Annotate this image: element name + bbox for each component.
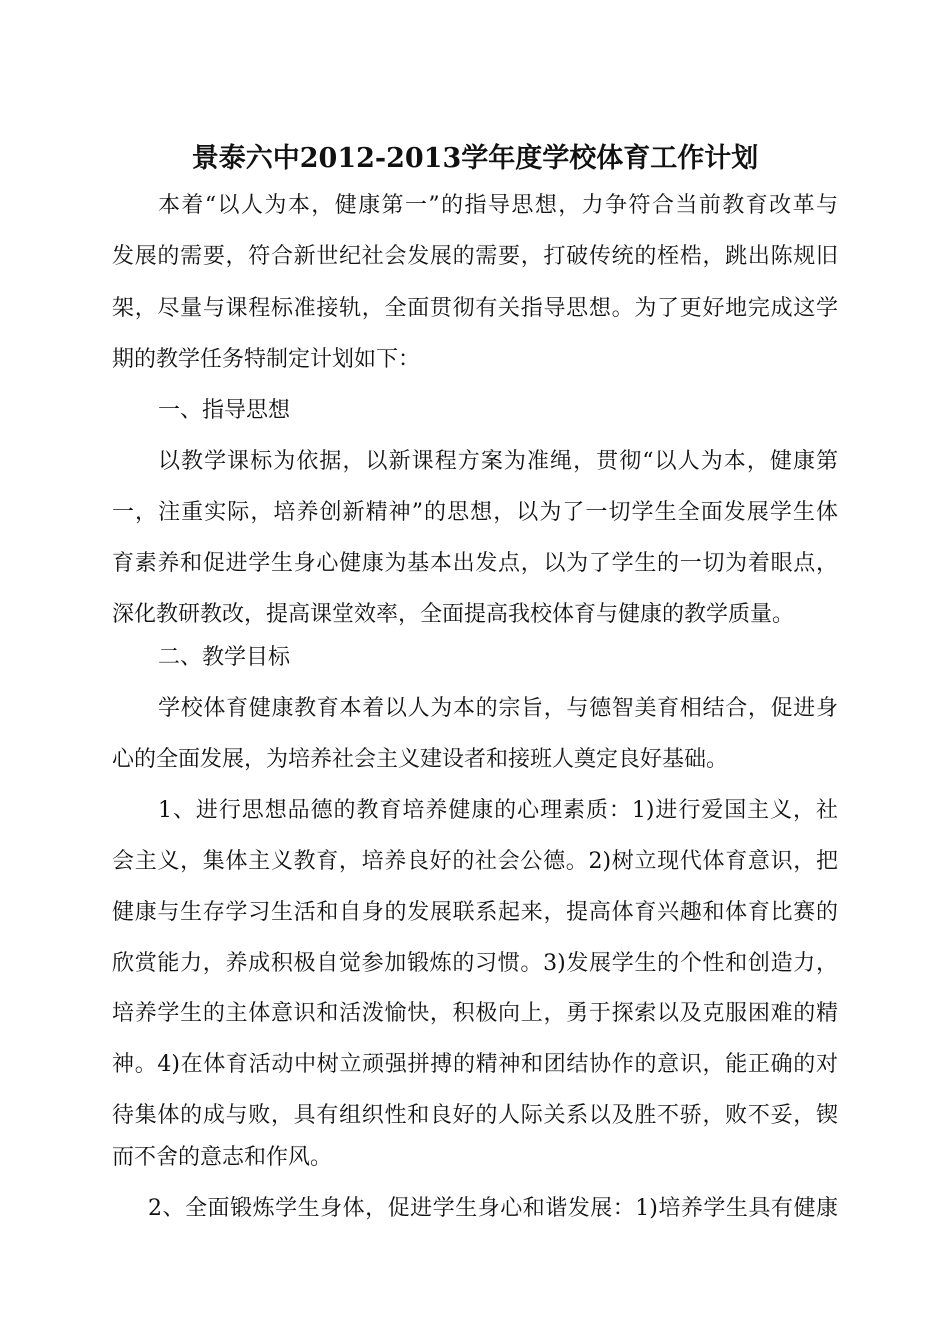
paragraph-line: 会主义，集体主义教育，培养良好的社会公德。2)树立现代体育意识，把 (112, 849, 838, 874)
paragraph-line: 育素养和促进学生身心健康为基本出发点，以为了学生的一切为着眼点， (112, 551, 838, 576)
paragraph-line: 欣赏能力，养成积极自觉参加锻炼的习惯。3)发展学生的个性和创造力， (112, 951, 838, 976)
paragraph-line: 健康与生存学习生活和自身的发展联系起来，提高体育兴趣和体育比赛的 (112, 900, 838, 925)
paragraph-line: 待集体的成与败，具有组织性和良好的人际关系以及胜不骄，败不妥，锲 (112, 1103, 838, 1128)
paragraph-line: 神。4)在体育活动中树立顽强拼搏的精神和团结协作的意识，能正确的对 (112, 1052, 838, 1077)
section-heading: 一、指导思想 (158, 398, 291, 423)
paragraph-line: 一，注重实际，培养创新精神”的思想，以为了一切学生全面发展学生体 (112, 500, 838, 525)
paragraph-line: 学校体育健康教育本着以人为本的宗旨，与德智美育相结合，促进身 (158, 696, 838, 721)
paragraph-line: 以教学课标为依据，以新课程方案为准绳，贯彻“以人为本，健康第 (158, 449, 838, 474)
paragraph-line: 本着“以人为本，健康第一”的指导思想，力争符合当前教育改革与 (158, 193, 838, 218)
document-title: 景泰六中2012-2013学年度学校体育工作计划 (191, 143, 759, 174)
paragraph-line: 1、进行思想品德的教育培养健康的心理素质：1)进行爱国主义，社 (158, 798, 838, 823)
paragraph-line: 发展的需要，符合新世纪社会发展的需要，打破传统的桎梏，跳出陈规旧 (112, 244, 838, 269)
paragraph-line: 架，尽量与课程标准接轨，全面贯彻有关指导思想。为了更好地完成这学 (112, 296, 838, 321)
paragraph-line: 培养学生的主体意识和活泼愉快，积极向上，勇于探索以及克服困难的精 (112, 1001, 838, 1026)
paragraph-line: 心的全面发展，为培养社会主义建设者和接班人奠定良好基础。 (112, 747, 729, 772)
section-heading: 二、教学目标 (158, 645, 291, 670)
paragraph-line: 而不舍的意志和作风。 (112, 1145, 333, 1170)
paragraph-line: 深化教研教改，提高课堂效率，全面提高我校体育与健康的教学质量。 (112, 602, 795, 627)
paragraph-line: 期的教学任务特制定计划如下： (112, 347, 421, 372)
paragraph-line: 2、全面锻炼学生身体，促进学生身心和谐发展：1)培养学生具有健康 (148, 1196, 838, 1221)
